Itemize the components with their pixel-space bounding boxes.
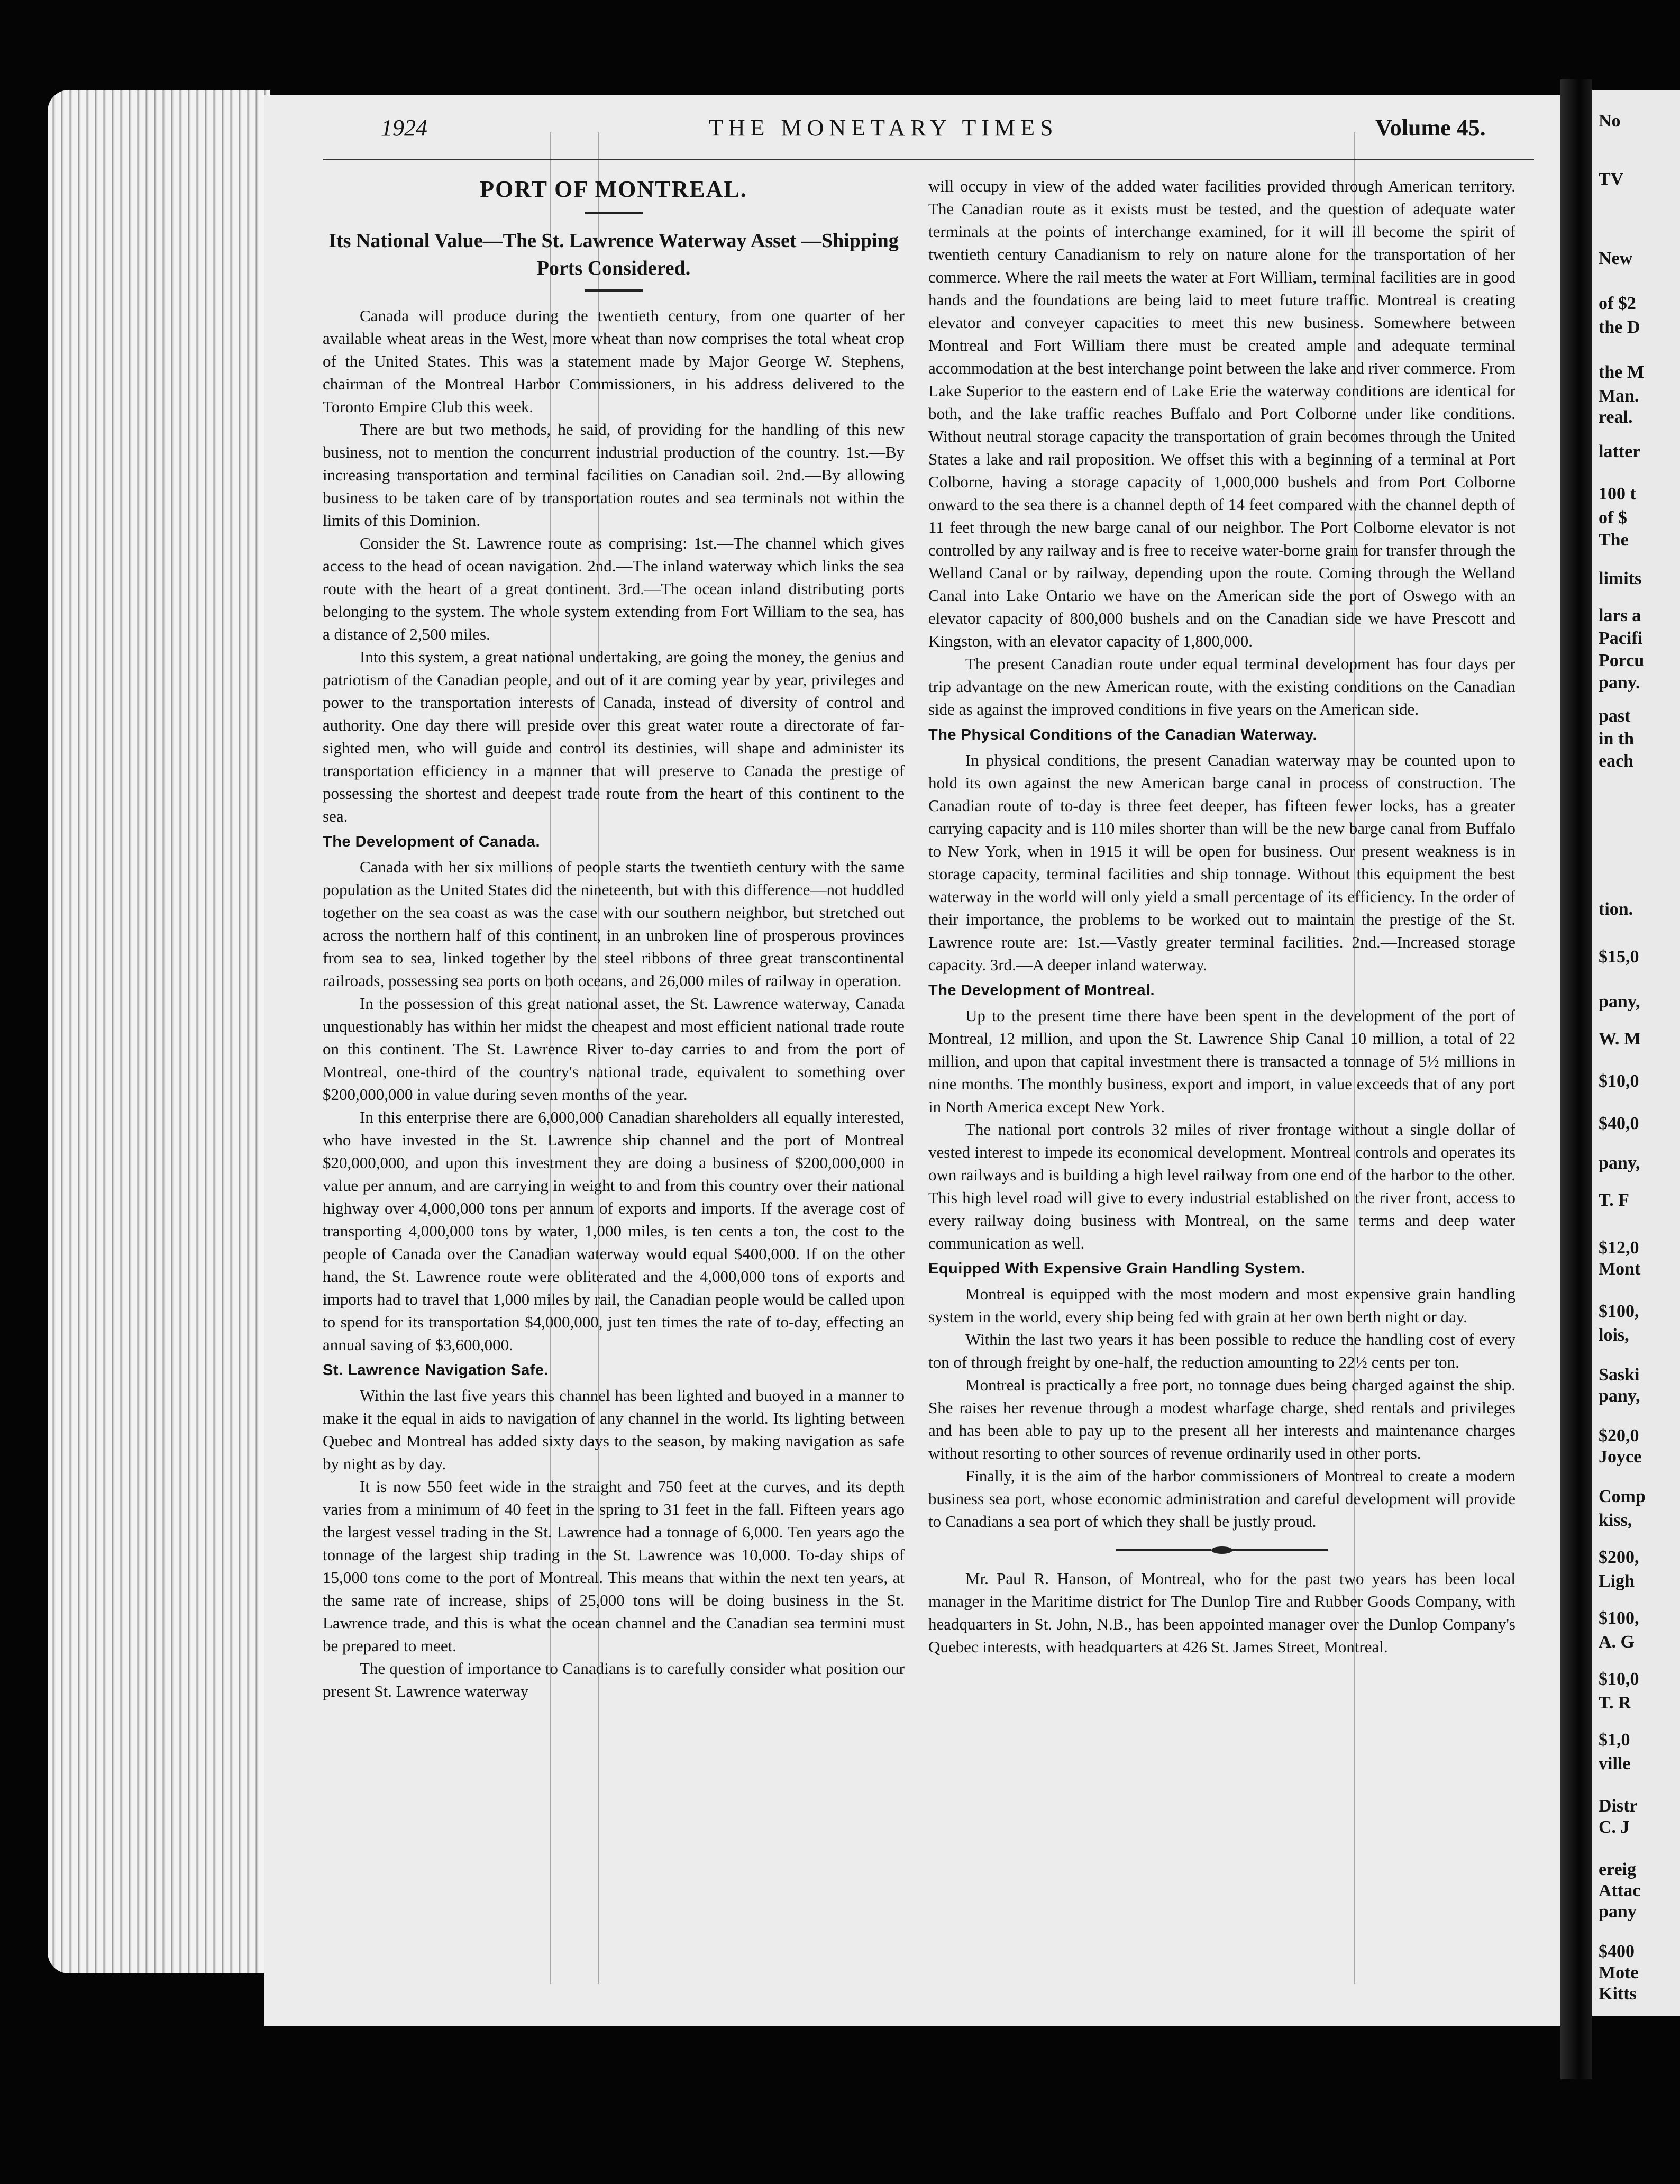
facing-page-text: Kitts (1599, 1984, 1637, 2004)
article-paragraph: The national port controls 32 miles of river frontage without a single dollar of vested interest to impede its economical development. Montreal controls and operates its own railways and is building a high level railway from one end of the harbor to the other. This high level road will give to every industrial established on the river front, access to every railway doing business with Montreal, on the same terms and deep water communication as well. (928, 1120, 1515, 1252)
facing-page-text: C. J (1599, 1817, 1630, 1837)
facing-page-text: the M (1599, 362, 1644, 382)
facing-page-text: past (1599, 706, 1631, 726)
article-paragraph: Consider the St. Lawrence route as comprising: 1st.—The channel which gives access to the head of ocean navigation. 2nd.—The inland waterway which links the sea route with the heart of a great continent. 3rd.—The ocean inland distributing ports belonging to the system. The whole system extending from Fort William to the sea, has a distance of 2,500 miles. (323, 534, 905, 643)
facing-page-text: tion. (1599, 899, 1633, 919)
facing-page-text: Ligh (1599, 1571, 1635, 1591)
facing-page-text: kiss, (1599, 1510, 1632, 1530)
facing-page-text: lars a (1599, 606, 1641, 625)
page-number: 1924 (381, 115, 427, 141)
facing-page-text: pany (1599, 1902, 1637, 1922)
section-ornament (928, 1537, 1515, 1560)
article-paragraph: Into this system, a great national undertaking, are going the money, the genius and patriotism of the Canadian people, and out of it are coming year by year, privileges and power to the transportation interests of Canada, instead of diversity of control and authority. One day there will preside over this great water route a directorate of far-sighted men, who will guide and control its destinies, will shape and administer its transportation efficiency in a manner that will preserve to Canada the prestige of possessing the shortest and deepest trade route from the heart of this continent to the sea. (323, 648, 905, 825)
article-paragraph: Within the last five years this channel has been lighted and buoyed in a manner to make it the equal in aids to navigation of any channel in the world. Its lighting between Quebec and Montreal has added sixty days to the season, by making navigation as safe by night as by day. (323, 1386, 905, 1473)
facing-page-text: each (1599, 751, 1634, 771)
article-subtitle: Its National Value—The St. Lawrence Waterway Asset —Shipping Ports Considered. (328, 230, 899, 279)
facing-page-text: Mote (1599, 1963, 1639, 1982)
facing-page-text: lois, (1599, 1325, 1629, 1345)
running-head: THE MONETARY TIMES (709, 115, 1058, 141)
subtitle-rule (585, 289, 643, 292)
right-column (928, 175, 1515, 1658)
article-paragraph: Mr. Paul R. Hanson, of Montreal, who for the past two years has been local manager in the Maritime district for The Dunlop Tire and Rubber Goods Company, with headquarters in St. John, N.B., has been appointed manager over the Dunlop Company's Quebec interests, with headquarters at 426 St. James Street, Montreal. (928, 1569, 1515, 1656)
title-rule (585, 212, 643, 214)
facing-page-text: $100, (1599, 1608, 1639, 1628)
facing-page-text: $200, (1599, 1548, 1639, 1567)
facing-page-text: Comp (1599, 1487, 1646, 1506)
article-paragraph: Within the last two years it has been possible to reduce the handling cost of every ton of through freight by one-half, the reduction amounting to 22½ cents per ton. (928, 1330, 1515, 1371)
article-paragraph: will occupy in view of the added water facilities provided through American territory. The Canadian route as it exists must be tested, and the question of adequate water terminals at the points of interchange examined, for it will ill become the spirit of twentieth century Canadianism to rely on nature alone for the transportation of her commerce. Where the rail meets the water at Fort William, terminal facilities are in good hands and the foundations are being laid to meet future traffic. Montreal is creating elevator and conveyer capacities to meet this new business. Somewhere between Montreal and Fort William there must be created ample and adequate terminal accommodation at the best interchange point between the lake and river commerce. From Lake Superior to the eastern end of Lake Erie the waterway conditions are identical for both, and the lake traffic reaches Buffalo and Port Colborne under like conditions. Without neutral storage capacity the transportation of grain becomes through the United States a lake and rail proposition. We offset this with a beginning of a terminal at Port Colborne, having a storage capacity of 1,000,000 bushels and from Port Colborne onward to the sea there is a channel depth of 14 feet compared with the channel depth of 11 feet through the new barge canal of our neighbor. The Port Colborne elevator is not controlled by any railway and is free to receive water-borne grain for transfer through the Welland Canal or by railway, depending upon the route. Coming through the Welland Canal into Lake Ontario we have on the American side the port of Oswego with an elevator capacity of 800,000 bushels and on the Canadian side we have Prescott and Kingston, with an elevator capacity of 1,800,000. (928, 177, 1515, 650)
article-paragraph: Montreal is equipped with the most modern and most expensive grain handling system in the world, every ship being fed with grain at her own berth night or day. (928, 1285, 1515, 1326)
facing-page-text: Joyce (1599, 1447, 1642, 1467)
facing-page-text: Man. (1599, 386, 1639, 406)
left-column-body (323, 304, 905, 1703)
article-paragraph: There are but two methods, he said, of providing for the handling of this new business, not to mention the concurrent industrial production of the country. 1st.—By increasing transportation and terminal facilities on Canadian soil. 2nd.—By allowing business to be taken care of by transportation routes and sea terminals not within the limits of this Dominion. (323, 420, 905, 530)
facing-page-text: Mont (1599, 1259, 1641, 1279)
article-paragraph: In this enterprise there are 6,000,000 Canadian shareholders all equally interested, who have invested in the St. Lawrence ship channel and the port of Montreal $20,000,000, and upon this investment they are doing a business of $200,000,000 in value per annum, and are carrying in weight to and from this country over their national highway over 4,000,000 tons per annum of exports and imports. If the average cost of transporting 4,000,000 tons by water, 1,000 miles, is ten cents a ton, the cost to the people of Canada over the Canadian waterway would equal $400,000. If on the other hand, the St. Lawrence route were obliterated and the 4,000,000 tons of exports and imports had to travel that 1,000 miles by rail, the Canadian people would be called upon to spend for its transportation $4,000,000, just ten times the rate of to-day, effecting an annual saving of $3,600,000. (323, 1108, 905, 1354)
facing-page-text: $100, (1599, 1302, 1639, 1321)
facing-page-text: W. M (1599, 1029, 1641, 1049)
header-rule (323, 159, 1534, 160)
facing-page-text: T. R (1599, 1693, 1631, 1713)
facing-page-text: The (1599, 530, 1629, 550)
section-heading: St. Lawrence Navigation Safe. (323, 1362, 549, 1379)
facing-page-text: $10,0 (1599, 1071, 1639, 1091)
section-heading: The Development of Canada. (323, 833, 541, 850)
facing-page-text: $12,0 (1599, 1238, 1639, 1258)
facing-page-text: Pacifi (1599, 629, 1643, 648)
facing-page-text: of $ (1599, 508, 1627, 527)
article-paragraph: The present Canadian route under equal terminal development has four days per trip advantage on the new American route, with the existing conditions on the Canadian side as against the improved conditions in five years on the American side. (928, 654, 1515, 718)
article-paragraph: It is now 550 feet wide in the straight and 750 feet at the curves, and its depth varies from a minimum of 40 feet in the spring to 31 feet in the fall. Fifteen years ago the largest vessel trading in the St. Lawrence had a tonnage of 6,000. Ten years ago the tonnage of the largest ship trading in the St. Lawrence was 10,000. To-day ships of 15,000 tons come to the port of Montreal. This means that within the next ten years, at the same rate of increase, ships of 25,000 tons will be doing business in the St. Lawrence trade, and this is what the ocean channel and the Canadian sea termini must be prepared to meet. (323, 1477, 905, 1655)
article-title: PORT OF MONTREAL. (480, 176, 747, 202)
left-column (323, 175, 905, 1703)
facing-page-text: T. F (1599, 1190, 1629, 1210)
facing-page-text: $20,0 (1599, 1426, 1639, 1445)
facing-page-text: Attac (1599, 1881, 1641, 1900)
article-paragraph: Up to the present time there have been spent in the development of the port of Montreal, 12 million, and upon the St. Lawrence Ship Canal 10 million, a total of 22 million, and upon that capital investment there is transacted a tonnage of 5½ millions in nine months. The monthly business, export and import, in value exceeds that of any port in North America except New York. (928, 1006, 1515, 1116)
facing-page-text: of $2 (1599, 294, 1636, 313)
article-paragraph: The question of importance to Canadians is to carefully consider what position our present St. Lawrence waterway (323, 1659, 905, 1700)
facing-page-text: the D (1599, 317, 1640, 337)
facing-page-text: $1,0 (1599, 1730, 1630, 1750)
facing-page-text: $400 (1599, 1942, 1635, 1961)
right-column-body (928, 175, 1515, 1658)
article-paragraph: Canada will produce during the twentieth century, from one quarter of her available wheat areas in the West, more wheat than now comprises the total wheat crop of the United States. This was a statement made by Major George W. Stephens, chairman of the Montreal Harbor Commissioners, in his address delivered to the Toronto Empire Club this week. (323, 306, 905, 416)
facing-page-text: ville (1599, 1754, 1631, 1773)
facing-page-text: Distr (1599, 1796, 1638, 1816)
facing-page-text: $15,0 (1599, 947, 1639, 967)
article-paragraph: In the possession of this great national asset, the St. Lawrence waterway, Canada unquestionably has within her midst the cheapest and most efficient national trade route on this continent. The St. Lawrence River to-day carries to and from the port of Montreal, one-third of the country's national trade, equivalent to something over $200,000,000 in value during seven months of the year. (323, 994, 905, 1104)
facing-page-text: limits (1599, 569, 1642, 588)
facing-page-text: pany, (1599, 1386, 1640, 1406)
facing-page-text: No (1599, 111, 1621, 131)
article-paragraph: Canada with her six millions of people starts the twentieth century with the same population as the United States did the nineteenth, but with this difference—not huddled together on the sea coast as was the case with our southern neighbor, but stretched out across the northern half of this continent, in an unbroken line of prosperous provinces from sea to sea, linked together by the steel ribbons of three great transcontinental railroads, possessing sea ports on both oceans, and 26,000 miles of railway in operation. (323, 858, 905, 990)
article-paragraph: Montreal is practically a free port, no tonnage dues being charged against the ship. She raises her revenue through a modest wharfage charge, shed rentals and privileges and has been able to pay up to the present all her interests and maintenance charges without resorting to other sources of revenue ordinarily used in other ports. (928, 1376, 1515, 1462)
article-paragraph: In physical conditions, the present Canadian waterway may be counted upon to hold its own against the new American barge canal in process of construction. The Canadian route of to-day is three feet deeper, has fifteen fewer locks, has a greater carrying capacity and is 110 miles shorter than will be the new barge canal from Buffalo to New York, when in 1915 it will be open for business. Our present weakness is in storage capacity, terminal facilities and ship tonnage. Without this equipment the best waterway in the world will only yield a small percentage of its efficiency. In the order of their importance, the problems to be worked out to maintain the prestige of the St. Lawrence route are: 1st.—Vastly greater terminal facilities. 2nd.—Increased storage capacity. 3rd.—A deeper inland waterway. (928, 751, 1515, 974)
facing-page-text: pany, (1599, 1153, 1640, 1173)
section-heading: The Development of Montreal. (928, 982, 1155, 999)
facing-page-text: in th (1599, 729, 1635, 749)
facing-page-text: Porcu (1599, 651, 1645, 670)
facing-page-text: $10,0 (1599, 1669, 1639, 1689)
facing-page-text: $40,0 (1599, 1114, 1639, 1133)
article-paragraph: Finally, it is the aim of the harbor commissioners of Montreal to create a modern business sea port, whose economic administration and careful development will provide to Canadians a sea port of which they shall be justly proud. (928, 1467, 1515, 1531)
section-heading: Equipped With Expensive Grain Handling System. (928, 1260, 1305, 1277)
section-heading: The Physical Conditions of the Canadian Waterway. (928, 726, 1318, 743)
facing-page-text: Saski (1599, 1365, 1640, 1385)
facing-page-text: New (1599, 249, 1633, 268)
facing-page-text: pany, (1599, 992, 1640, 1012)
facing-page-text: A. G (1599, 1632, 1635, 1652)
facing-page-text: 100 t (1599, 484, 1636, 504)
facing-page-text: ereig (1599, 1860, 1637, 1879)
facing-page-text: pany. (1599, 673, 1640, 693)
volume-label: Volume 45. (1375, 115, 1486, 141)
facing-page-text: TV (1599, 169, 1624, 189)
facing-page-fragment (1592, 90, 1680, 2016)
page-edge-stack (48, 90, 270, 1973)
book-gutter (1560, 79, 1592, 2079)
facing-page-text: latter (1599, 442, 1641, 461)
facing-page-text: real. (1599, 407, 1633, 427)
